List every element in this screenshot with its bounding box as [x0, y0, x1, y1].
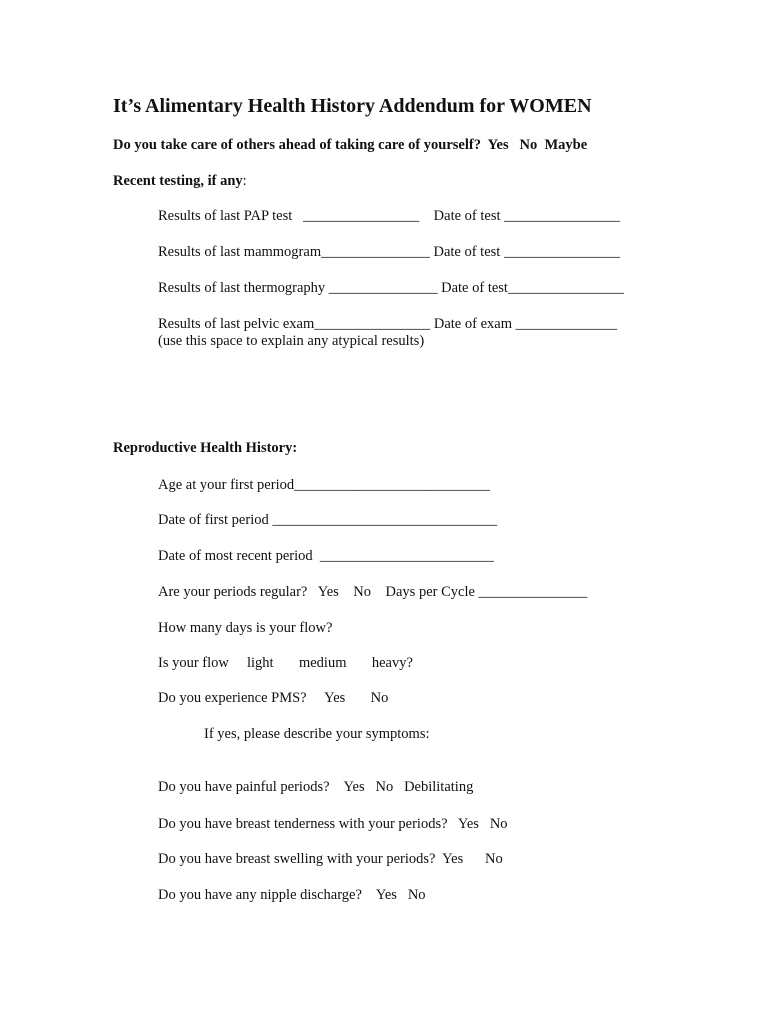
page-title: It’s Alimentary Health History Addendum for WOMEN [113, 95, 592, 117]
recent-period-line: Date of most recent period ________________________ [158, 548, 494, 564]
recent-testing-colon: : [242, 173, 247, 189]
first-period-age-line: Age at your first period___________________________ [158, 477, 490, 493]
periods-regular-line: Are your periods regular? Yes No Days per Cycle _______________ [158, 584, 588, 600]
care-question: Do you take care of others ahead of taking care of yourself? Yes No Maybe [113, 137, 588, 153]
recent-testing-heading [113, 172, 247, 190]
recent-testing-label: Recent testing, if any [113, 173, 243, 189]
breast-tenderness-line: Do you have breast tenderness with your periods? Yes No [158, 816, 508, 832]
first-period-date-line: Date of first period _______________________________ [158, 512, 498, 528]
mammogram-line: Results of last mammogram_______________ Date of test ________________ [158, 244, 620, 260]
pms-followup-line: If yes, please describe your symptoms: [204, 726, 430, 742]
atypical-results-note: (use this space to explain any atypical results) [158, 333, 425, 349]
flow-level-line: Is your flow light medium heavy? [158, 655, 413, 671]
flow-days-line: How many days is your flow? [158, 620, 333, 636]
breast-swelling-line: Do you have breast swelling with your periods? Yes No [158, 851, 503, 867]
nipple-discharge-line: Do you have any nipple discharge? Yes No [158, 887, 426, 903]
thermography-line: Results of last thermography _______________ Date of test________________ [158, 280, 624, 296]
pap-test-line: Results of last PAP test ________________ Date of test ________________ [158, 208, 621, 224]
pms-line: Do you experience PMS? Yes No [158, 690, 389, 706]
painful-periods-line: Do you have painful periods? Yes No Debilitating [158, 779, 474, 795]
pelvic-exam-line: Results of last pelvic exam________________ Date of exam ______________ [158, 316, 618, 332]
reproductive-heading: Reproductive Health History: [113, 440, 298, 456]
